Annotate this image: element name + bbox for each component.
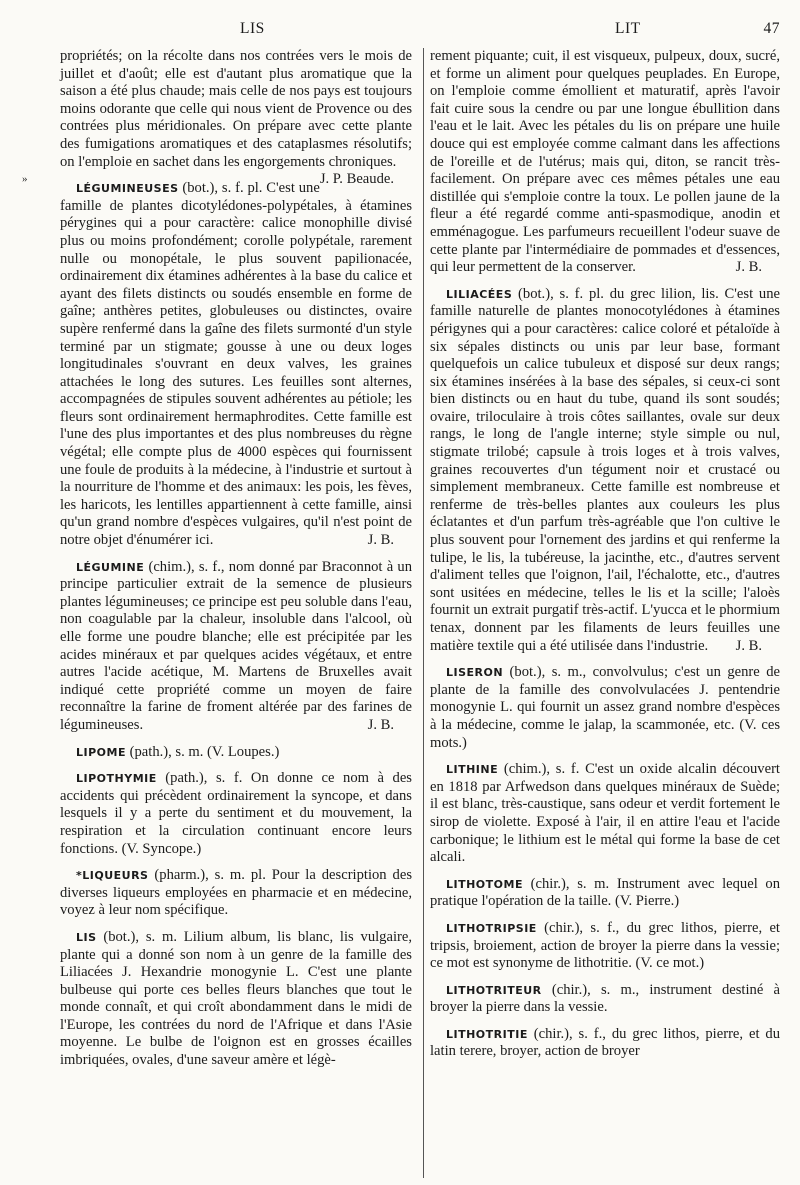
entry-lithotripsie bbox=[430, 920, 780, 973]
entry-lis bbox=[60, 929, 412, 1070]
entry-headword: LILIACÉES bbox=[446, 287, 513, 301]
entry-headword: LIPOME bbox=[76, 745, 126, 759]
left-column bbox=[60, 48, 412, 1079]
entry-headword: *LIQUEURS bbox=[76, 869, 149, 883]
entry-headword: LITHOTOME bbox=[446, 877, 523, 891]
entry-text: (chir.), s. m. Instrument avec lequel on pratique l'opération de la taille. (V. Pierre.) bbox=[430, 875, 780, 910]
entry-lithine bbox=[430, 761, 780, 867]
entry-legumine bbox=[60, 559, 412, 735]
entry-lithotome bbox=[430, 876, 780, 911]
entry-text: (chir.), s. f., du grec lithos, pierre, et du latin terere, broyer, action de broyer bbox=[430, 1025, 780, 1060]
entry-headword: LÉGUMINEUSES bbox=[76, 182, 179, 196]
entry-text: rement piquante; cuit, il est visqueux, pulpeux, doux, sucré, et forme un aliment pour quelques peuplades. En Europe, on l'emploie comme émollient et maturatif, après l'avoir fait cuire sous la cendre ou par une longue ébullition dans l'eau et le lait. Avec les pétales du lis on prépare une huile douce qui est employée comme calmant dans les affections de l'oreille et de l'utérus; mais qui, diton, se rancit très-facilement. On prépare avec ces mêmes pétales une eau distillée qui s'emploie contre la toux. Le pollen jaune de la fleur a été regardé comme anti-spasmodique, anodin et emménagogue. Les parfumeurs recueillent l'odeur suave de cette plante par l'intermédiaire de pommades et d'essences, qui leur permettent de la conserver. bbox=[430, 48, 780, 276]
entry-text: (bot.), s. f. pl. C'est une famille de plantes dicotylédones-polypétales, à étamines pérygines qui a pour caractère: calice monophille divisé plus ou moins profondément; corolle polypétale, rarement nulle ou monopétale, le plus souvent papilionacée, ordinairement dix étamines adhérentes à la base du calice et ayant des filets distincts ou soudés ensemble en forme de gaîne; anthères petites, globuleuses ou distinctes, ovaire supère renfermé dans la gaîne des filets surmonté d'un style terminé par un stigmate; gousse à une ou deux loges longitudinales s'ouvrant en deux valves, les graines attachées le long des sutures. Les feuilles sont alternes, accompagnées de stipules souvent adhérentes au pétiole; les fleurs sont ordinairement hermaphrodites. Cette famille est l'une des plus importantes et des plus nombreuses du règne végétal; elle compte plus de 4000 espèces qui fournissent une foule de produits à la médecine, à l'industrie et surtout à la nourriture de l'homme et des animaux: les pois, les fèves, les haricots, les lentilles appartiennent à cette famille, ainsi qu'un grand nombre d'espèces vulgaires, qu'il n'est point de notre objet d'énumérer ici. bbox=[60, 180, 412, 549]
entry-lipothymie bbox=[60, 770, 412, 858]
entry-headword: LIS bbox=[76, 930, 97, 944]
entry-headword: LITHINE bbox=[446, 763, 499, 777]
entry-headword: LÉGUMINE bbox=[76, 560, 145, 574]
entry-lithotritie bbox=[430, 1026, 780, 1061]
entry-text: (path.), s. m. (V. Loupes.) bbox=[125, 743, 280, 760]
entry-author: J. B. bbox=[735, 637, 762, 654]
entry-author: J. B. bbox=[735, 259, 762, 276]
header-right-word: LIT bbox=[615, 20, 641, 37]
running-header bbox=[60, 16, 780, 46]
margin-mark: » bbox=[22, 173, 28, 185]
entry-liseron bbox=[430, 664, 780, 752]
column-divider bbox=[423, 48, 424, 1178]
entry-text: (path.), s. f. On donne ce nom à des accidents qui précèdent ordinairement la syncope, et dans lesquels il y a perte du sentiment et du mouvement, la respiration et la circulation continuant encore leurs fonctions. (V. Syncope.) bbox=[60, 770, 412, 857]
right-column bbox=[430, 48, 780, 1070]
entry-text: propriétés; on la récolte dans nos contrées vers le mois de juillet et d'août; elle est d'autant plus aromatique que la saison a été plus chaude; mais celle de nos pays est toujours moins odorante que celle qui nous vient de Provence ou des contrées plus méridionales. On prépare avec cette plante des fumigations aromatiques et des cataplasmes résolutifs; on l'emploie en sachet dans les engorgements chroniques. bbox=[60, 48, 412, 170]
entry-liqueurs bbox=[60, 867, 412, 920]
entry-text: (bot.), s. f. pl. du grec lilion, lis. C'est une famille naturelle de plantes monocotylédones à étamines périgynes qui a pour caractères: calice coloré et pétaloïde à six sépales distincts ou unis par leur base, formant quelquefois un calice tubuleux et disposé sur deux rangs; six étamines insérées à la base des sépales, si ceux-ci sont bien distincts ou en haut du tube, quand ils sont soudés; ovaire, triloculaire à trois côtes saillantes, ovale sur deux rangs, le long de l'angle interne; style simple ou nul, stigmate trilobé; capsule à trois loges et à trois valves, graines recouvertes d'un tégument noir et crustacé ou simplement membraneux. Cette famille est nombreuse et renferme de très-belles plantes aux couleurs les plus éclatantes et d'un parfum très-agréable que l'on cultive le plus souvent pour l'ornement des jardins et qui renferme la tulipe, le lis, la tubéreuse, la jacinthe, etc., d'autres servent d'aliment telles que l'oignon, l'ail, l'échalotte, etc., d'autres sont usitées en médecine, telles le lis et la scille; l'aloès fournit un extrait purgatif très-actif. L'yucca et le phormium tenax, donnent par les filaments de leurs feuilles une matière textile qui a été utilisée dans l'industrie. bbox=[430, 285, 780, 654]
entry-lithotriteur bbox=[430, 982, 780, 1017]
entry-continuation bbox=[430, 48, 780, 277]
entry-text: (bot.), s. m., convolvulus; c'est un genre de plante de la famille des convolvulacées J. pentendrie monogynie L. qui fournit un assez grand nombre d'espèces à la médecine, comme le jalap, la scammonée, etc. (V. ces mots.) bbox=[430, 664, 780, 751]
entry-text: (chir.), s. f., du grec lithos, pierre, et tripsis, broiement, action de broyer la pierre dans la vessie; ce mot est synonyme de lithotritie. (V. ce mot.) bbox=[430, 919, 780, 972]
entry-text: (chim.), s. f. C'est un oxide alcalin découvert en 1818 par Arfwedson dans quelques minéraux de Suède; il est blanc, très-caustique, sans odeur et verdit fortement le sirop de violette. Exposé à l'air, il en attire l'eau et l'acide carbonique; le lithium est le métal qui forme la base de cet alcali. bbox=[430, 761, 780, 866]
entry-headword: LITHOTRITIE bbox=[446, 1027, 528, 1041]
entry-text: (bot.), s. m. Lilium album, lis blanc, lis vulgaire, plante qui a donné son nom à un genre de la famille des Liliacées J. Hexandrie monogynie L. C'est une plante bulbeuse qui porte ces belles fleurs blanches que tout le monde connaît, et qui croît abondamment dans le midi de l'Europe, les contrées du nord de l'Afrique et dans l'Asie moyenne. Le bulbe de l'oignon est en grosses écailles imbriquées, ovales, d'une saveur amère et légè- bbox=[60, 928, 412, 1069]
entry-text: (chim.), s. f., nom donné par Braconnot à un principe particulier extrait de la semence de plusieurs plantes légumineuses; ce principe est peu soluble dans l'eau, non coagulable par la chaleur, insoluble dans l'alcool, où elle forme une poudre blanche; elle est précipitée par les acides minéraux et par quelques acides végétaux, et entre autres l'acide acétique, M. Martens de Bruxelles avait indiqué cette propriété comme un moyen de faire reconnaître la farine de froment altérée par des farines de légumineuses. bbox=[60, 558, 412, 733]
entry-text: (pharm.), s. m. pl. Pour la description des diverses liqueurs employées en pharmacie et en médecine, voyez à leur nom spécifique. bbox=[60, 867, 412, 919]
entry-headword: LITHOTRIPSIE bbox=[446, 921, 537, 935]
page-number: 47 bbox=[763, 20, 780, 37]
entry-headword: LITHOTRITEUR bbox=[446, 983, 542, 997]
entry-legumineuses bbox=[60, 180, 412, 549]
entry-author: J. B. bbox=[367, 716, 394, 733]
entry-author: J. B. bbox=[367, 532, 394, 549]
entry-text: (chir.), s. m., instrument destiné à broyer la pierre dans la vessie. bbox=[430, 981, 780, 1016]
entry-headword: LISERON bbox=[446, 666, 504, 680]
entry-lipome bbox=[60, 744, 412, 762]
header-left-word: LIS bbox=[240, 20, 265, 37]
entry-continuation bbox=[60, 48, 412, 188]
entry-liliacees bbox=[430, 286, 780, 655]
entry-author: J. P. Beaude. bbox=[319, 171, 394, 188]
entry-headword: LIPOTHYMIE bbox=[76, 772, 157, 786]
